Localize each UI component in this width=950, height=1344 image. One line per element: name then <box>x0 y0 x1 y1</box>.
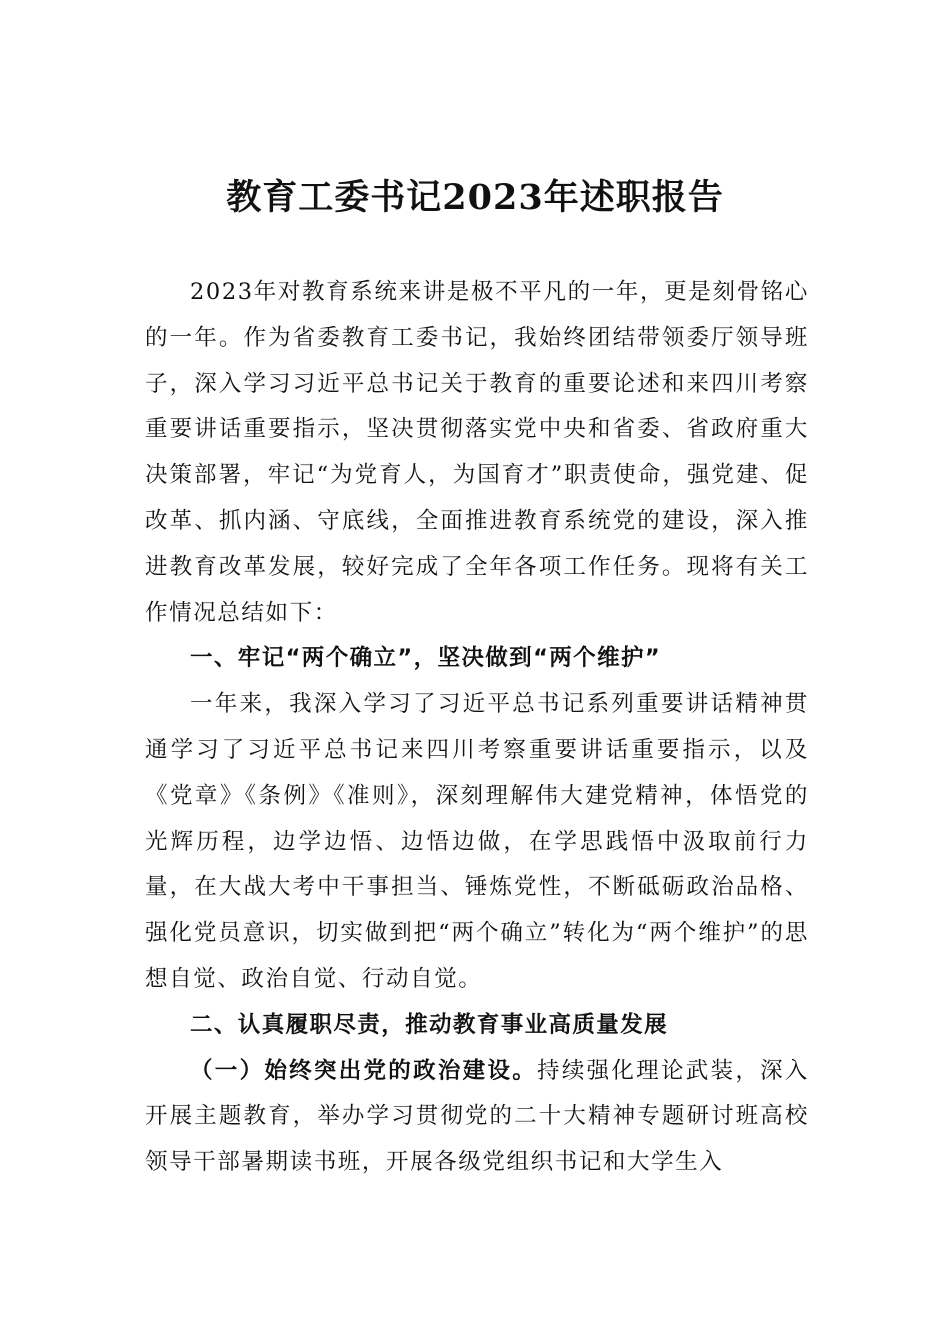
section-2-subsection-1-paragraph <box>145 1049 809 1186</box>
section-heading-2: 二、认真履职尽责，推动教育事业高质量发展 <box>190 1011 669 1038</box>
section-heading-1: 一、牢记“两个确立”，坚决做到“两个维护” <box>190 645 662 672</box>
subsection-lead: （一）始终突出党的政治建设。 <box>190 1057 538 1084</box>
subsection-text: 持续强化理论武装，深入开展主题教育，举办学习贯彻党的二十大精神专题研讨班高校领导干部暑期读书班，开展各级党组织书记和大学生入 <box>145 1057 810 1176</box>
document-body <box>145 270 809 1186</box>
document-title: 教育工委书记2023年述职报告 <box>226 177 724 218</box>
intro-paragraph: 2023年对教育系统来讲是极不平凡的一年，更是刻骨铭心的一年。作为省委教育工委书记，我始终团结带领委厅领导班子，深入学习习近平总书记关于教育的重要论述和来四川考察重要讲话重要指示，坚决贯彻落实党中央和省委、省政府重大决策部署，牢记“为党育人，为国育才”职责使命，强党建、促改革、抓内涵、守底线，全面推进教育系统党的建设，深入推进教育改革发展，较好完成了全年各项工作任务。现将有关工作情况总结如下： <box>145 279 809 626</box>
section-1-paragraph: 一年来，我深入学习了习近平总书记系列重要讲话精神贯通学习了习近平总书记来四川考察重要讲话重要指示，以及《党章》《条例》《准则》，深刻理解伟大建党精神，体悟党的光辉历程，边学边悟、边悟边做，在学思践悟中汲取前行力量，在大战大考中干事担当、锤炼党性，不断砥砺政治品格、强化党员意识，切实做到把“两个确立”转化为“两个维护”的思想自觉、政治自觉、行动自觉。 <box>145 691 809 992</box>
